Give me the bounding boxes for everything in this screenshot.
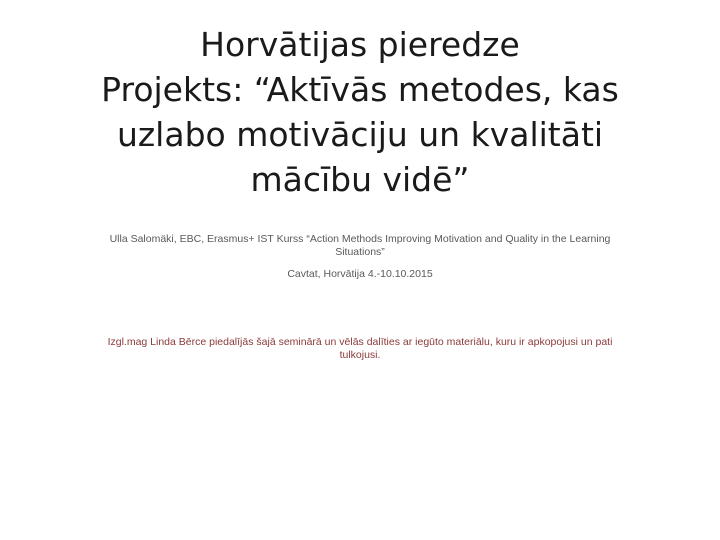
slide-subtitle	[100, 233, 620, 281]
slide-title	[80, 22, 640, 202]
title-line: mācību vidē”	[250, 160, 470, 199]
author-course-line: Ulla Salomäki, EBC, Erasmus+ IST Kurss “Action Methods Improving Motivation and Quality in the Learning Situations”	[109, 233, 611, 258]
title-line: uzlabo motivāciju un kvalitāti	[116, 115, 604, 154]
translator-note: Izgl.mag Linda Bērce piedalījās šajā seminārā un vēlās dalīties ar iegūto materiālu, kuru ir apkopojusi un pati tulkojusi.	[107, 336, 613, 361]
title-line: Projekts: “Aktīvās metodes, kas	[101, 70, 619, 109]
title-line: Horvātijas pieredze	[200, 25, 520, 64]
location-date-line: Cavtat, Horvātija 4.-10.10.2015	[287, 268, 433, 280]
